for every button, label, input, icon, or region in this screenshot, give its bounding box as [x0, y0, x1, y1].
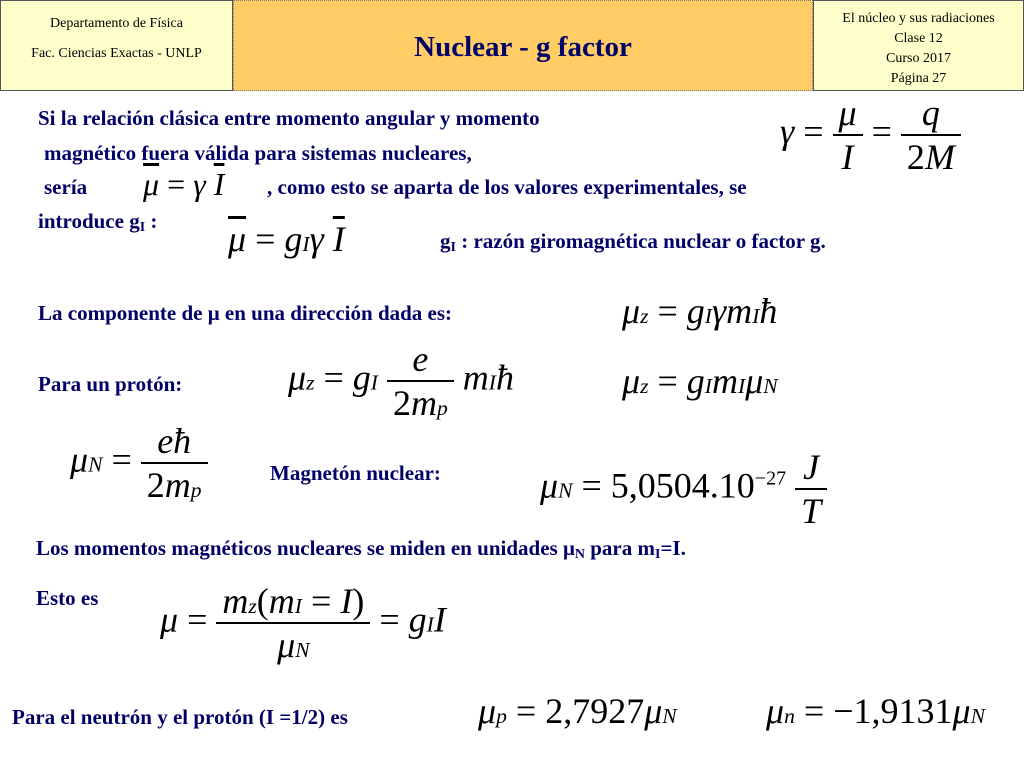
course-year: Curso 2017: [886, 51, 951, 66]
gI-g: g: [440, 229, 451, 253]
equation-mu-N-definition: μN = $\frac{eħ}{2mp}$: [70, 420, 208, 506]
proton-text: Para un protón:: [38, 372, 183, 396]
equation-mu-gamma-I: $\overline{\mu} = \gamma$ $\overline{I}$: [143, 166, 225, 202]
para1-line1: Si la relación clásica entre momento angular y momento: [38, 106, 540, 130]
equation-mu-definition: μ = $\frac{mz(mI = I)}{\mu N}$ = gII: [160, 581, 446, 665]
equation-mu-n: μn = −1,9131μN: [766, 691, 985, 731]
units-sub-N: N: [574, 547, 585, 562]
mu-n-value: −1,9131: [833, 691, 953, 731]
class-number: Clase 12: [894, 31, 943, 46]
equation-mu-z-2: μz = gImIμN: [622, 361, 778, 401]
mu-p-value: 2,7927: [545, 691, 645, 731]
equation-mu-z-1: μz = gIγmIħ: [622, 291, 778, 331]
magneton-text: Magnetón nuclear:: [270, 461, 441, 485]
page-number: Página 27: [890, 71, 947, 86]
esto-es-text: Esto es: [36, 586, 99, 610]
introduce-text: introduce g: [38, 209, 140, 233]
units-sub-I: I: [655, 547, 661, 562]
faculty-label: Fac. Ciencias Exactas - UNLP: [31, 46, 202, 61]
equation-mu-N-value: $\mu N = 5,0504.10^{-27}$ $\frac{J}{T}$: [540, 446, 827, 532]
department-label: Departamento de Física: [50, 16, 183, 31]
units-text-c: =I.: [660, 536, 686, 560]
page-title: Nuclear - g factor: [414, 31, 632, 63]
para1-line3b: , como esto se aparta de los valores experimentales, se: [267, 175, 747, 199]
gI-sub: I: [450, 240, 456, 255]
mu-N-value: 5,0504.10: [610, 465, 755, 506]
course-name: El núcleo y sus radiaciones: [842, 11, 995, 26]
introduce-sub: I: [139, 220, 146, 235]
equation-gamma: γ = $\frac{\mu}{I}$ = $\frac{q}{2M}$: [780, 92, 961, 178]
neutron-text: Para el neutrón y el protón (I =1/2) es: [12, 705, 348, 729]
header-course-info: [813, 0, 1024, 91]
component-text: La componente de μ en una dirección dada es:: [38, 301, 453, 325]
header-title-box: [233, 0, 813, 91]
gI-desc-text: : razón giromagnética nuclear o factor g.: [455, 229, 826, 253]
equation-proton: μz = gI $\frac{e}{2mp}$ mIħ: [288, 339, 514, 423]
para1-line3a: sería: [44, 175, 88, 199]
para1-line4: [38, 209, 157, 236]
units-text-b: para m: [585, 536, 655, 560]
introduce-colon: :: [145, 209, 158, 233]
gI-description: [440, 229, 826, 256]
header-department: [0, 0, 233, 91]
para1-line2: magnético fuera válida para sistemas nucleares,: [44, 141, 472, 165]
mu-N-exponent: −27: [754, 467, 787, 490]
equation-mu-p: μp = 2,7927μN: [478, 691, 677, 731]
units-text: [36, 536, 686, 563]
equation-mu-gI-gamma-I: $\overline{\mu} = gI\gamma$ $\overline{I}$: [228, 219, 345, 259]
units-text-a: Los momentos magnéticos nucleares se miden en unidades μ: [36, 536, 575, 560]
